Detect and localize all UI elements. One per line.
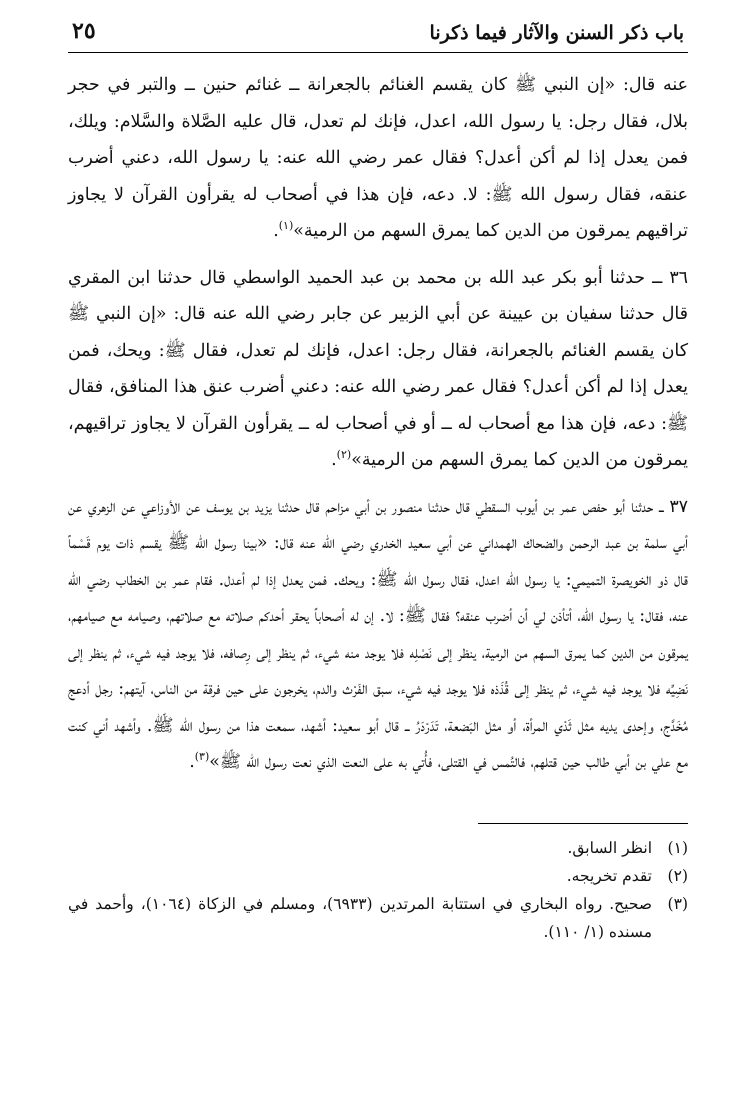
footnote-reference: (١): [278, 219, 294, 233]
footnote-text: صحيح. رواه البخاري في استتابة المرتدين (٦٩٣٣)، ومسلم في الزكاة (١٠٦٤)، وأحمد في مسنده (١/ ١١٠).: [68, 894, 653, 941]
footnote-number: (٣): [667, 894, 688, 913]
running-header: [68, 18, 688, 53]
footnote-text: تقدم تخريجه.: [566, 866, 652, 885]
chapter-title: باب ذكر السنن والآثار فيما ذكرنا: [429, 22, 684, 44]
paragraph-text: ٣٦ ــ حدثنا أبو بكر عبد الله بن محمد بن عبد الحميد الواسطي قال حدثنا ابن المقري قال حدثنا سفيان بن عيينة عن أبي الزبير عن جابر رضي الله عنه قال: «إن النبي ﷺ كان يقسم الغنائم بالجعرانة، فقال رجل: اعدل، فإنك لم تعدل، فقال ﷺ: ويحك، فمن يعدل إذا لم أكن أعدل؟ فقال عمر رضي الله عنه: دعني أضرب عنق هذا المنافق، فقال ﷺ: دعه، فإن هذا مع أصحاب له ــ أو في أصحاب له ــ يقرأون القرآن لا يجاوز تراقيهم، يمرقون من الدين كما يمرق السهم من الرمية»: [68, 267, 688, 470]
paragraph-text: عنه قال: «إن النبي ﷺ كان يقسم الغنائم بالجعرانة ــ غنائم حنين ــ والتبر في حجر بلال، فقال رجل: يا رسول الله، اعدل، فإنك لم تعدل، قال عليه الصَّلاة والسَّلام: ويلك، فمن يعدل إذا لم أكن أعدل؟ فقال عمر رضي الله عنه: يا رسول الله، دعني أضرب عنقه، فقال رسول الله ﷺ: لا. دعه، فإن هذا في أصحاب له يقرأون القرآن لا يجاوز تراقيهم يمرقون من الدين كما يمرق السهم من الرمية»: [68, 75, 688, 241]
footnote-text: انظر السابق.: [567, 838, 652, 857]
hadith-36: ٣٦ ــ حدثنا أبو بكر عبد الله بن محمد بن عبد الحميد الواسطي قال حدثنا ابن المقري قال حدثنا سفيان بن عيينة عن أبي الزبير عن جابر رضي الله عنه قال: «إن النبي ﷺ كان يقسم الغنائم بالجعرانة، فقال رجل: اعدل، فإنك لم تعدل، فقال ﷺ: ويحك، فمن يعدل إذا لم أكن أعدل؟ فقال عمر رضي الله عنه: دعني أضرب عنق هذا المنافق، فقال ﷺ: دعه، فإن هذا مع أصحاب له ــ أو في أصحاب له ــ يقرأون القرآن لا يجاوز تراقيهم، يمرقون من الدين كما يمرق السهم من الرمية»$^{(٢)}$.: [68, 267, 688, 470]
paragraph-text: ٣٧ ــ حدثنا أبو حفص عمر بن أيوب السقطي قال حدثنا منصور بن أبي مزاحم قال حدثنا يزيد بن يوسف عن الأوزاعي عن الزهري عن أبي سلمة بن عبد الرحمن والضحاك الهمداني عن أبي سعيد الخدري رضي الله عنه قال: «بينا رسول الله ﷺ يقسم ذات يوم قَسْماً قال ذو الخويصرة التميمي: يا رسول الله اعدل، فقال رسول الله ﷺ: ويحك. فمن يعدل إذا لم أعدل. فقام عمر بن الخطاب رضي الله عنه، فقال: يا رسول الله، أتأذن لي أن أضرب عنقه؟ فقال ﷺ: لا. إن له أصحاباً يحقر أحدكم صلاته مع صلاتهم، وصيامه مع صيامهم، يمرقون من الدين كما يمرق السهم من الرمية، ينظر إلى نَصْلِه فلا يوجد منه شيء، ثم ينظر إلى رِصافه، فلا يوجد فيه شيء، ثم ينظر إلى نَضِيِّه فلا يوجد فيه شيء، ثم ينظر إلى قُذَذه فلا يوجد فيه شيء، سبق الفَرْث والدم، يخرجون على حين فرقة من الناس، آيتهم: رجل أدعج مُخَدَّج، وإحدى يديه مثل ثَدْي المرأة، أو مثل البَضعة، تَدَرْدَرُ ــ قال أبو سعيد: أشهد، سمعت هذا من رسول الله ﷺ. وأشهد أني كنت مع علي بن أبي طالب حين قتلهم، فالتُمس في القتلى، فأُتي به على النعت الذي نعت رسول الله ﷺ»: [68, 496, 688, 772]
footnotes: [68, 834, 688, 946]
footnote-number: (١): [667, 838, 688, 857]
footnote: [68, 862, 688, 890]
page-number: ٢٥: [72, 18, 96, 44]
main-text: [68, 67, 688, 781]
footnote: [68, 890, 688, 946]
footnote-number: (٢): [667, 866, 688, 885]
footnote-reference: (٢): [336, 448, 352, 462]
paragraph-continuation: عنه قال: «إن النبي ﷺ كان يقسم الغنائم بالجعرانة ــ غنائم حنين ــ والتبر في حجر بلال، فقال رجل: يا رسول الله، اعدل، فإنك لم تعدل، قال عليه الصَّلاة والسَّلام: ويلك، فمن يعدل إذا لم أكن أعدل؟ فقال عمر رضي الله عنه: يا رسول الله، دعني أضرب عنقه، فقال رسول الله ﷺ: لا. دعه، فإن هذا في أصحاب له يقرأون القرآن لا يجاوز تراقيهم يمرقون من الدين كما يمرق السهم من الرمية»$^{(١)}$.: [68, 75, 688, 241]
footnote-reference: (٣): [194, 750, 210, 764]
footnote: [68, 834, 688, 862]
hadith-37: ٣٧ ــ حدثنا أبو حفص عمر بن أيوب السقطي قال حدثنا منصور بن أبي مزاحم قال حدثنا يزيد بن يوسف عن الأوزاعي عن الزهري عن أبي سلمة بن عبد الرحمن والضحاك الهمداني عن أبي سعيد الخدري رضي الله عنه قال: «بينا رسول الله ﷺ يقسم ذات يوم قَسْماً قال ذو الخويصرة التميمي: يا رسول الله اعدل، فقال رسول الله ﷺ: ويحك. فمن يعدل إذا لم أعدل. فقام عمر بن الخطاب رضي الله عنه، فقال: يا رسول الله، أتأذن لي أن أضرب عنقه؟ فقال ﷺ: لا. إن له أصحاباً يحقر أحدكم صلاته مع صلاتهم، وصيامه مع صيامهم، يمرقون من الدين كما يمرق السهم من الرمية، ينظر إلى نَصْلِه فلا يوجد منه شيء، ثم ينظر إلى رِصافه، فلا يوجد فيه شيء، ثم ينظر إلى نَضِيِّه فلا يوجد فيه شيء، ثم ينظر إلى قُذَذه فلا يوجد فيه شيء، سبق الفَرْث والدم، يخرجون على حين فرقة من الناس، آيتهم: رجل أدعج مُخَدَّج، وإحدى يديه مثل ثَدْي المرأة، أو مثل البَضعة، تَدَرْدَرُ ــ قال أبو سعيد: أشهد، سمعت هذا من رسول الله ﷺ. وأشهد أني كنت مع علي بن أبي طالب حين قتلهم، فالتُمس في القتلى، فأُتي به على النعت الذي نعت رسول الله ﷺ»$^{(٣)}$.: [68, 496, 688, 772]
footnote-divider: [478, 823, 688, 824]
